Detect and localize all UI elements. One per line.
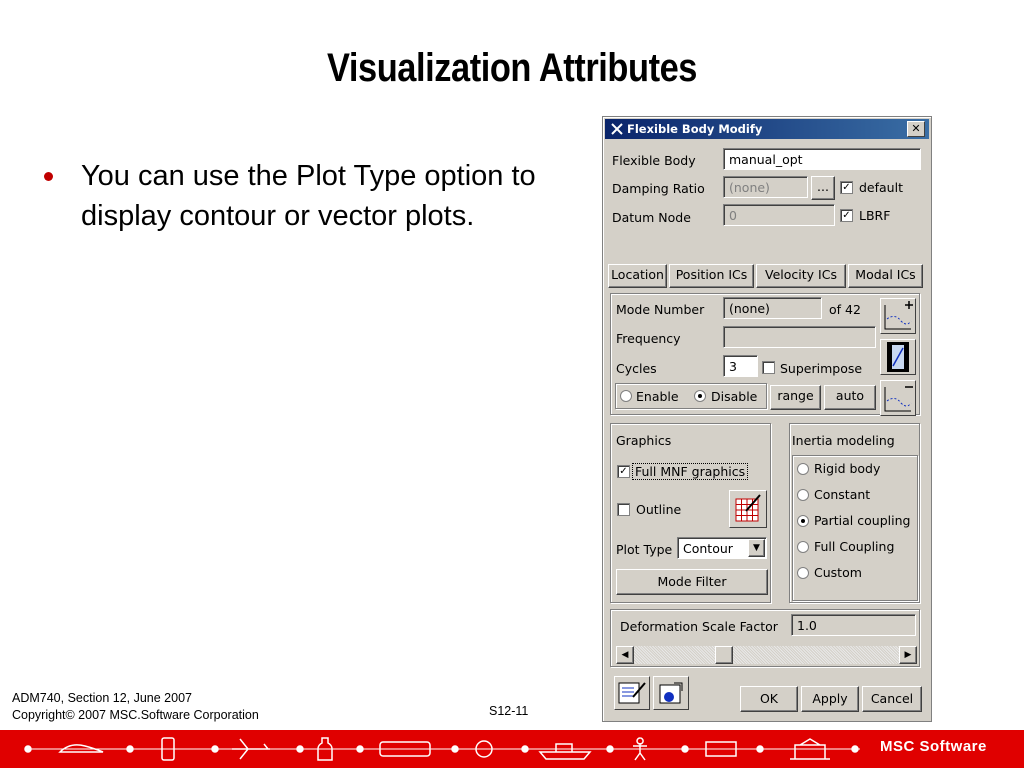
outline-checkbox[interactable] xyxy=(617,503,630,516)
lbrf-checkbox[interactable]: ✓ xyxy=(840,209,853,222)
enable-radio[interactable] xyxy=(620,390,632,402)
frequency-label: Frequency xyxy=(616,331,681,346)
tab-location[interactable]: Location xyxy=(608,264,667,288)
damping-ratio-label: Damping Ratio xyxy=(612,181,705,196)
custom-radio[interactable] xyxy=(797,567,809,579)
tab-velocity-ics[interactable]: Velocity ICs xyxy=(756,264,846,288)
bullet-item xyxy=(44,156,589,236)
mode-filter-button[interactable]: Mode Filter xyxy=(616,569,768,595)
apply-button[interactable]: Apply xyxy=(801,686,859,712)
bullet-dot-icon xyxy=(44,172,53,181)
info-button[interactable] xyxy=(653,676,689,710)
scroll-left-icon[interactable]: ◀ xyxy=(616,646,634,664)
scroll-thumb[interactable] xyxy=(715,646,733,664)
flexible-body-field[interactable]: manual_opt xyxy=(723,148,921,170)
range-button[interactable]: range xyxy=(770,385,821,410)
cycles-field[interactable]: 3 xyxy=(723,355,758,377)
flexible-body-label: Flexible Body xyxy=(612,153,696,168)
next-mode-button[interactable] xyxy=(880,298,916,334)
slide-title: Visualization Attributes xyxy=(326,46,698,90)
mode-plus-icon xyxy=(881,299,915,333)
footer-brand-bar xyxy=(0,730,1024,768)
ship-icon xyxy=(540,744,590,759)
outline-label: Outline xyxy=(636,502,682,517)
previous-mode-button[interactable] xyxy=(880,380,916,416)
full-mnf-label: Full MNF graphics xyxy=(632,463,748,480)
dialog-titlebar xyxy=(605,119,929,139)
browse-button[interactable]: ... xyxy=(811,176,835,200)
default-label: default xyxy=(859,180,903,195)
camera-info-icon xyxy=(654,677,688,709)
footer-info xyxy=(12,690,259,724)
footer-copyright: Copyright© 2007 MSC.Software Corporation xyxy=(12,708,259,722)
flexible-body-modify-dialog xyxy=(602,116,932,722)
superimpose-checkbox[interactable] xyxy=(762,361,775,374)
graphics-label: Graphics xyxy=(616,433,672,448)
auto-button[interactable]: auto xyxy=(824,385,876,410)
tab-position-ics[interactable]: Position ICs xyxy=(669,264,754,288)
cancel-button[interactable]: Cancel xyxy=(862,686,922,712)
of-modes-label: of 42 xyxy=(829,302,861,317)
full-mnf-checkbox[interactable]: ✓ xyxy=(617,465,630,478)
page-number: S12-11 xyxy=(489,704,529,718)
mode-minus-icon xyxy=(881,381,915,415)
scroll-right-icon[interactable]: ▶ xyxy=(899,646,917,664)
car-icon xyxy=(60,745,103,752)
partial-coupling-radio[interactable] xyxy=(797,515,809,527)
chevron-down-icon[interactable]: ▼ xyxy=(748,539,765,557)
mode-number-field[interactable]: (none) xyxy=(723,297,822,319)
lbrf-label: LBRF xyxy=(859,208,891,223)
datum-node-label: Datum Node xyxy=(612,210,691,225)
cycles-label: Cycles xyxy=(616,361,657,376)
deformation-scrollbar[interactable] xyxy=(616,646,917,664)
disable-label: Disable xyxy=(711,389,758,404)
tab-modal-ics[interactable]: Modal ICs xyxy=(848,264,923,288)
dialog-title: Flexible Body Modify xyxy=(627,122,763,136)
footer-course: ADM740, Section 12, June 2007 xyxy=(12,691,192,705)
rigid-body-label: Rigid body xyxy=(814,461,881,476)
damping-ratio-field[interactable]: (none) xyxy=(723,176,808,198)
product-icons-strip xyxy=(0,730,1024,768)
table-edit-icon xyxy=(615,677,649,709)
constant-radio[interactable] xyxy=(797,489,809,501)
plot-type-value: Contour xyxy=(683,541,733,556)
close-button[interactable]: ✕ xyxy=(907,121,925,137)
plot-type-label: Plot Type xyxy=(616,542,673,557)
color-grid-button[interactable] xyxy=(729,490,767,528)
deformation-scale-field[interactable]: 1.0 xyxy=(791,614,916,636)
edit-table-button[interactable] xyxy=(614,676,650,710)
default-checkbox[interactable]: ✓ xyxy=(840,181,853,194)
partial-coupling-label: Partial coupling xyxy=(814,513,911,528)
deformation-scale-label: Deformation Scale Factor xyxy=(620,619,778,634)
msc-logo: MSC Software xyxy=(880,738,987,755)
datum-node-field[interactable]: 0 xyxy=(723,204,835,226)
full-coupling-label: Full Coupling xyxy=(814,539,895,554)
adams-x-icon xyxy=(610,122,624,136)
grid-pencil-icon xyxy=(730,491,766,527)
mode-number-label: Mode Number xyxy=(616,302,705,317)
constant-label: Constant xyxy=(814,487,871,502)
frequency-field[interactable] xyxy=(723,326,876,348)
bullet-text: You can use the Plot Type option to display contour or vector plots. xyxy=(81,160,536,232)
superimpose-label: Superimpose xyxy=(780,361,863,376)
inertia-modeling-label: Inertia modeling xyxy=(792,433,895,448)
full-coupling-radio[interactable] xyxy=(797,541,809,553)
airplane-icon xyxy=(232,739,270,759)
rigid-body-radio[interactable] xyxy=(797,463,809,475)
disable-radio[interactable] xyxy=(694,390,706,402)
custom-label: Custom xyxy=(814,565,862,580)
ok-button[interactable]: OK xyxy=(740,686,798,712)
enable-label: Enable xyxy=(636,389,679,404)
film-strip-icon xyxy=(881,340,915,374)
animate-button[interactable] xyxy=(880,339,916,375)
